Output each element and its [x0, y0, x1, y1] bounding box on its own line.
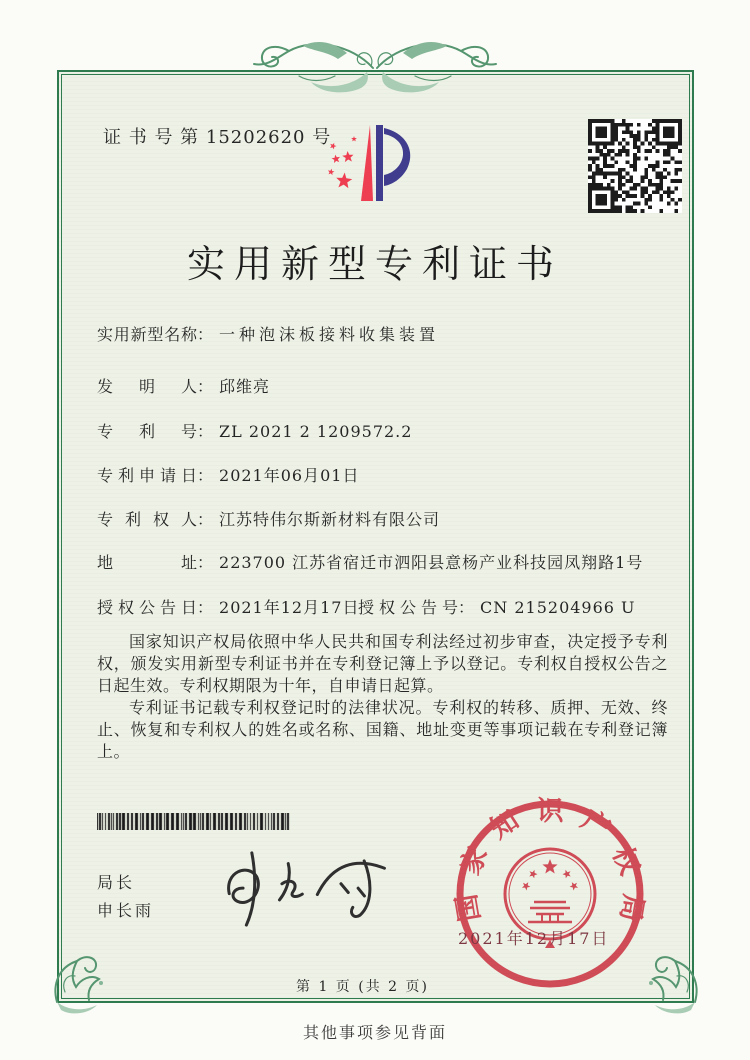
field-label: 专利权人: [97, 510, 197, 529]
field-label: 专利号: [97, 422, 197, 441]
field-row-address: [97, 550, 643, 573]
field-row-filing-date: [97, 463, 359, 486]
legal-text: [97, 631, 668, 763]
colon: ：: [197, 466, 214, 485]
field-value: ZL 2021 2 1209572.2: [219, 422, 413, 441]
field-label: 授权公告号: [358, 598, 458, 617]
field-label: 地址: [97, 553, 197, 572]
seal-org-name: 国家知识产权局: [451, 795, 649, 924]
field-row-inventor: [97, 374, 270, 397]
certificate-title: 实用新型专利证书: [186, 242, 563, 286]
back-side-note: 其他事项参见背面: [302, 1023, 447, 1042]
certificate-number: 证 书 号 第 15202620 号: [103, 127, 332, 148]
field-row-patent-no: [97, 419, 412, 442]
field-value: CN 215204966 U: [480, 598, 636, 617]
legal-paragraph-2: 专利证书记载专利权登记时的法律状况。专利权的转移、质押、无效、终止、恢复和专利权人的姓名或名称、国籍、地址变更等事项记载在专利登记簿上。: [97, 698, 668, 761]
legal-paragraph-1: 国家知识产权局依照中华人民共和国专利法经过初步审查，决定授予专利权，颁发实用新型专利证书并在专利登记簿上予以登记。专利权自授权公告之日起生效。专利权期限为十年，自申请日起算。: [97, 632, 668, 695]
colon: ：: [458, 598, 475, 617]
field-value: 一种泡沫板接料收集装置: [219, 325, 440, 344]
colon: ：: [197, 553, 214, 572]
field-label: 发明人: [97, 377, 197, 396]
colon: ：: [197, 325, 214, 344]
director-title: 局长: [97, 873, 136, 892]
cnipa-logo-icon: [318, 119, 422, 207]
director-name: 申长雨: [97, 901, 155, 920]
field-row-grant: [97, 595, 668, 618]
colon: ：: [197, 377, 214, 396]
field-value: 江苏特伟尔斯新材料有限公司: [219, 510, 441, 529]
field-row-patentee: [97, 507, 440, 530]
field-value: 2021年06月01日: [219, 466, 360, 485]
field-label: 专利申请日: [97, 466, 197, 485]
grant-number-pair: [358, 595, 636, 618]
official-red-seal-icon: [450, 794, 650, 994]
colon: ：: [197, 422, 214, 441]
field-value: 邱维亮: [219, 377, 271, 396]
field-label: 实用新型名称: [97, 325, 197, 344]
qr-code: [588, 119, 682, 213]
colon: ：: [197, 510, 214, 529]
page-number: 第 1 页 (共 2 页): [296, 979, 429, 995]
handwritten-signature-icon: [214, 840, 397, 931]
seal-date: 2021年12月17日: [458, 929, 610, 948]
field-value: 2021年12月17日: [219, 598, 360, 617]
colon: ：: [197, 598, 214, 617]
field-row-name: [97, 322, 439, 345]
top-floral-ornament-icon: [248, 38, 502, 96]
field-label: 授权公告日: [97, 598, 197, 617]
field-value: 223700 江苏省宿迁市泗阳县意杨产业科技园凤翔路1号: [219, 553, 644, 572]
barcode: [97, 813, 290, 830]
